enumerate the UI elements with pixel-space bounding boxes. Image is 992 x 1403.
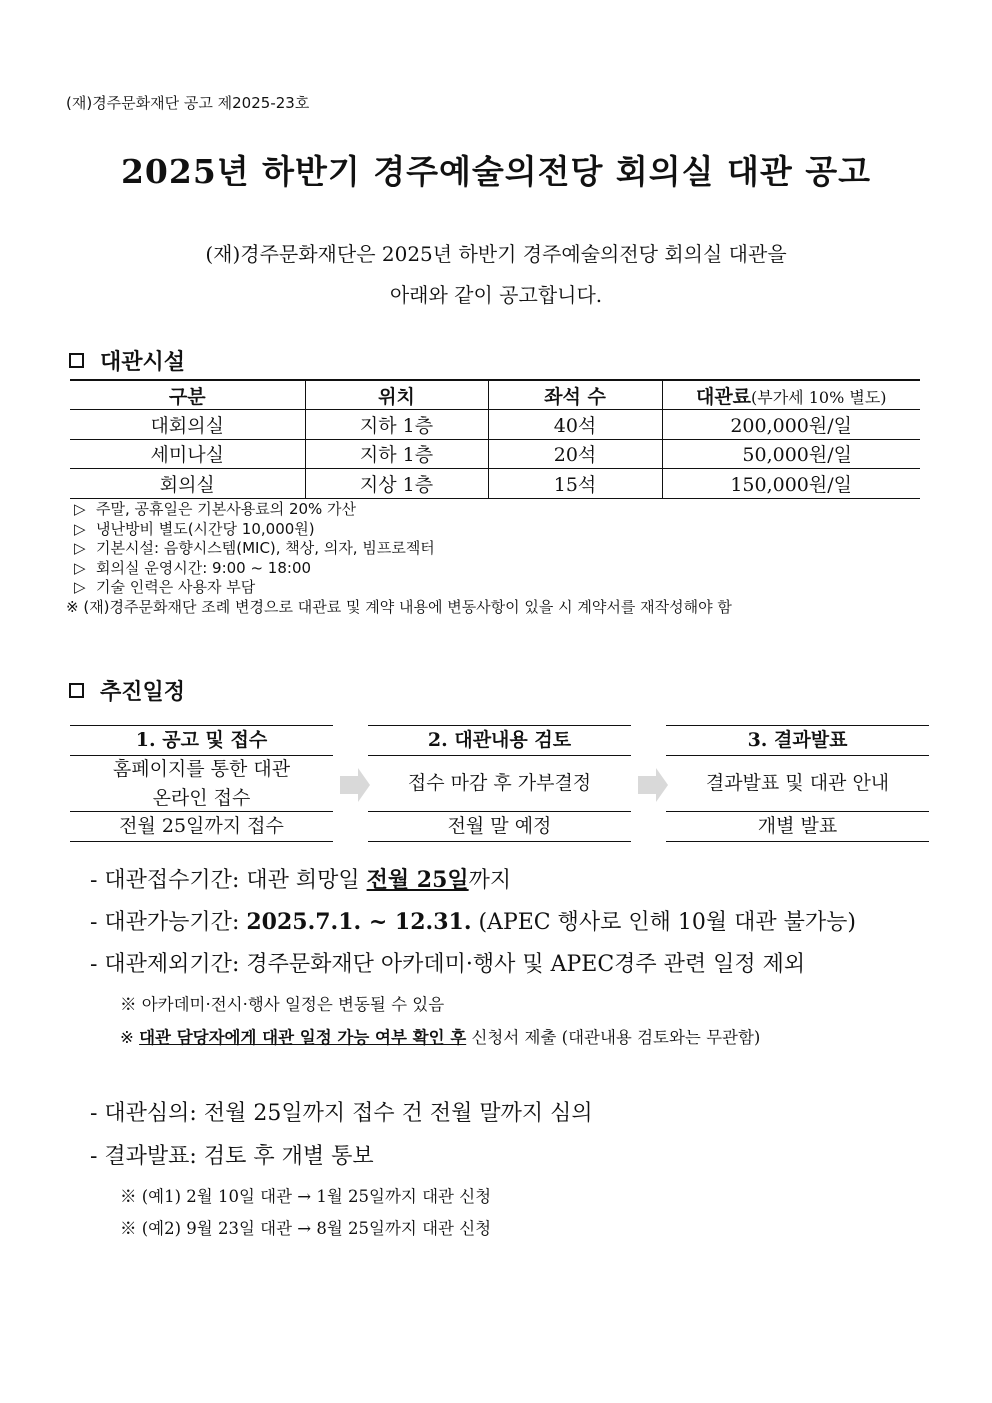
cell-location: 지하 1층 [305,410,488,440]
note-text: 기술 인력은 사용자 부담 [96,578,256,596]
step-title: 1. 공고 및 접수 [70,725,333,756]
example-2: ※ (예2) 9월 23일 대관 → 8월 25일까지 대관 신청 [120,1219,492,1238]
facilities-heading-text: 대관시설 [100,349,186,375]
triangle-bullet-icon: ▷ [74,519,86,538]
list-item [66,559,732,579]
step-body: 접수 마감 후 가부결정 [368,756,631,812]
table-row [70,469,920,499]
table-row [70,439,920,469]
cell-location: 지상 1층 [305,469,488,499]
cell-seats: 15석 [488,469,662,499]
excluded-period: - 대관제외기간: 경주문화재단 아카데미·행사 및 APEC경주 관련 일정 제외 [90,952,806,977]
available-dates: 2025.7.1. ~ 12.31. [246,909,472,935]
step-title: 2. 대관내용 검토 [368,725,631,756]
checkbox-square-icon [69,683,84,698]
note-text: 냉난방비 별도(시간당 10,000원) [96,519,315,538]
cell-seats: 20석 [488,439,662,469]
excluded-note-suffix: 신청서 제출 (대관내용 검토와는 무관함) [466,1028,761,1047]
col-header-location: 위치 [305,380,488,410]
triangle-bullet-icon: ▷ [74,539,86,557]
col-header-category: 구분 [70,380,305,410]
note-text: 주말, 공휴일은 기본사용료의 20% 가산 [96,500,357,518]
cell-name: 대회의실 [70,410,305,440]
checkbox-square-icon [69,353,84,368]
triangle-bullet-icon: ▷ [74,578,86,596]
note-text: 기본시설: 음향시스템(MIC), 책상, 의자, 빔프로젝터 [96,539,435,557]
arrow-right-icon [340,768,370,802]
note-text: 회의실 운영시간: 9:00 ~ 18:00 [96,558,312,577]
col-header-fee-label: 대관료 [695,385,752,408]
notice-number: (재)경주문화재단 공고 제2025-23호 [66,94,310,112]
reception-period [90,863,511,894]
step-result [666,725,929,842]
review-info: - 대관심의: 전월 25일까지 접수 건 전월 말까지 심의 [90,1101,593,1126]
cell-fee: 150,000원/일 [662,469,920,499]
list-item [66,500,732,520]
list-item [66,539,732,559]
cell-location: 지하 1층 [305,439,488,469]
arrow-right-icon [638,768,668,802]
table-row [70,410,920,440]
available-suffix: (APEC 행사로 인해 10월 대관 불가능) [471,910,856,935]
col-header-seats: 좌석 수 [488,380,662,410]
available-prefix: - 대관가능기간: [90,910,247,935]
step-body-line-2: 온라인 접수 [152,786,251,809]
excluded-note-2 [120,1024,760,1048]
page-title: 2025년 하반기 경주예술의전당 회의실 대관 공고 [120,152,872,191]
step-body-line-1: 홈페이지를 통한 대관 [112,757,291,780]
intro-line-1: (재)경주문화재단은 2025년 하반기 경주예술의전당 회의실 대관을 [205,242,787,266]
excluded-note-highlight: 대관 담당자에게 대관 일정 가능 여부 확인 후 [139,1028,467,1047]
cell-seats: 40석 [488,410,662,440]
step-body [70,756,333,812]
excluded-note-1: ※ 아카데미·전시·행사 일정은 변동될 수 있음 [120,995,445,1014]
triangle-bullet-icon: ▷ [74,558,86,577]
table-header-row [70,380,920,410]
list-item [66,520,732,540]
step-foot: 개별 발표 [666,812,929,842]
contract-remark: ※ (재)경주문화재단 조례 변경으로 대관료 및 계약 내용에 변동사항이 있을 시 계약서를 재작성해야 함 [66,597,732,616]
schedule-heading-text: 추진일정 [100,679,186,705]
step-foot: 전월 25일까지 접수 [70,812,333,842]
intro-line-2: 아래와 같이 공고합니다. [389,283,603,307]
note-marker: ※ [120,1028,140,1047]
example-1: ※ (예1) 2월 10일 대관 → 1월 25일까지 대관 신청 [120,1187,492,1206]
facility-notes [66,500,732,617]
step-title: 3. 결과발표 [666,725,929,756]
reception-prefix: - 대관접수기간: 대관 희망일 [90,868,367,893]
fee-vat-note: (부가세 10% 별도) [751,387,887,407]
step-review [368,725,631,842]
reception-suffix: 까지 [468,868,512,893]
cell-name: 회의실 [70,469,305,499]
list-item [66,578,732,598]
step-foot: 전월 말 예정 [368,812,631,842]
cell-fee: 50,000원/일 [662,439,920,469]
reception-highlight: 전월 25일 [366,867,469,893]
step-body: 결과발표 및 대관 안내 [666,756,929,812]
col-header-fee [662,380,920,410]
triangle-bullet-icon: ▷ [74,500,86,518]
result-info: - 결과발표: 검토 후 개별 통보 [90,1144,374,1169]
available-period [90,905,856,936]
step-announcement [70,725,333,842]
facilities-table [70,379,920,499]
cell-name: 세미나실 [70,439,305,469]
facilities-heading [66,345,185,376]
cell-fee: 200,000원/일 [662,410,920,440]
schedule-heading [66,675,185,706]
